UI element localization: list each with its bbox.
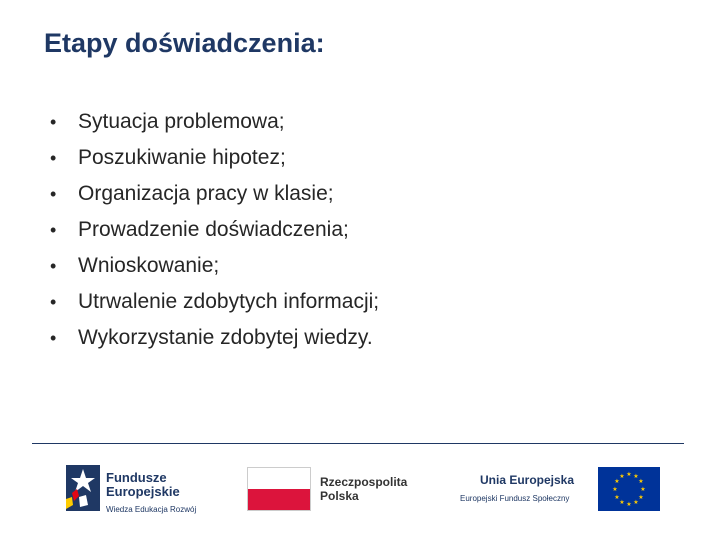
footer-divider bbox=[32, 443, 684, 444]
list-item-text: Utrwalenie zdobytych informacji; bbox=[78, 290, 380, 313]
svg-text:★: ★ bbox=[626, 501, 632, 508]
fe-name bbox=[106, 471, 180, 499]
footer-logos bbox=[0, 455, 720, 525]
list-item-text: Wnioskowanie; bbox=[78, 254, 220, 277]
svg-text:★: ★ bbox=[633, 473, 639, 480]
list-item-text: Poszukiwanie hipotez; bbox=[78, 146, 286, 169]
unia-europejska-logo bbox=[458, 465, 662, 515]
svg-text:★: ★ bbox=[633, 499, 639, 506]
svg-text:★: ★ bbox=[638, 478, 644, 485]
eu-stars-icon bbox=[598, 467, 660, 511]
list-item bbox=[50, 140, 379, 176]
fe-line2: Europejskie bbox=[106, 484, 180, 499]
fe-star-icon bbox=[64, 463, 102, 515]
list-item-text: Prowadzenie doświadczenia; bbox=[78, 218, 349, 241]
list-item bbox=[50, 176, 379, 212]
svg-text:★: ★ bbox=[619, 499, 625, 506]
pl-name bbox=[320, 475, 407, 503]
svg-text:★: ★ bbox=[626, 471, 632, 478]
bullet-list bbox=[50, 104, 379, 356]
bullet-icon: • bbox=[50, 147, 57, 168]
bullet-icon: • bbox=[50, 291, 57, 312]
rzeczpospolita-polska-logo bbox=[247, 467, 437, 513]
eu-flag-icon bbox=[598, 467, 660, 511]
svg-text:★: ★ bbox=[638, 494, 644, 501]
list-item bbox=[50, 320, 379, 356]
svg-text:★: ★ bbox=[614, 478, 620, 485]
fe-line1: Fundusze bbox=[106, 470, 167, 485]
list-item bbox=[50, 212, 379, 248]
bullet-icon: • bbox=[50, 111, 57, 132]
list-item-text: Organizacja pracy w klasie; bbox=[78, 182, 334, 205]
svg-text:★: ★ bbox=[619, 473, 625, 480]
list-item bbox=[50, 284, 379, 320]
bullet-icon: • bbox=[50, 219, 57, 240]
eu-subtitle: Europejski Fundusz Społeczny bbox=[460, 494, 570, 503]
eu-title: Unia Europejska bbox=[480, 473, 575, 487]
list-item-text: Sytuacja problemowa; bbox=[78, 110, 285, 133]
pl-line2: Polska bbox=[320, 489, 359, 503]
bullet-icon: • bbox=[50, 327, 57, 348]
fe-subtitle: Wiedza Edukacja Rozwój bbox=[106, 505, 197, 514]
slide-title: Etapy doświadczenia: bbox=[44, 28, 325, 58]
polish-flag-icon bbox=[247, 467, 311, 511]
svg-text:★: ★ bbox=[640, 486, 646, 493]
bullet-icon: • bbox=[50, 183, 57, 204]
bullet-icon: • bbox=[50, 255, 57, 276]
list-item bbox=[50, 104, 379, 140]
svg-text:★: ★ bbox=[612, 486, 618, 493]
svg-text:★: ★ bbox=[614, 494, 620, 501]
list-item bbox=[50, 248, 379, 284]
pl-line1: Rzeczpospolita bbox=[320, 475, 408, 489]
fundusze-europejskie-logo bbox=[64, 461, 234, 517]
list-item-text: Wykorzystanie zdobytej wiedzy. bbox=[78, 326, 373, 349]
